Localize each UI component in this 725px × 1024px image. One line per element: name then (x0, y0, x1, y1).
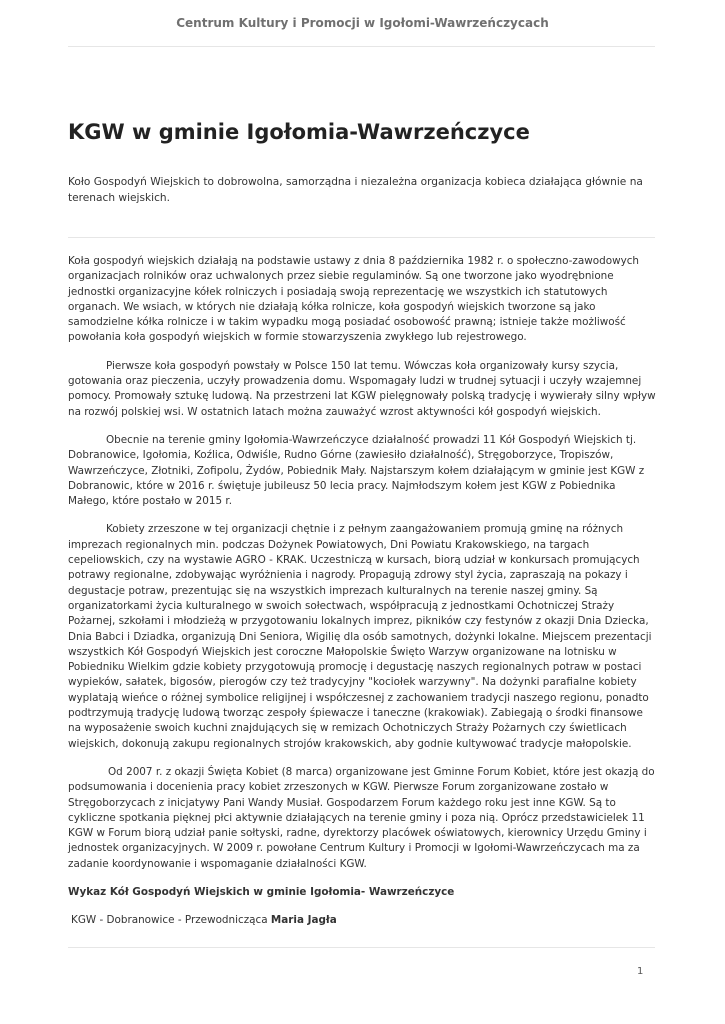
paragraph-women-forum: Od 2007 r. z okazji Święta Kobiet (8 marca) organizowane jest Gminne Forum Kobiet, które jest okazją do podsumowania i docenienia pracy kobiet zrzeszonych w KGW. Pierwsze Forum zorganizowane zostało w Stręgoborzycach z inicjatywy Pani Wandy Musiał. Gospodarzem Forum każdego roku jest inne KGW. Są to cykliczne spotkania pięknej płci aktywnie działających na terenie gminy i poza nią. Oprócz przedstawicielek 11 KGW w Forum biorą udział panie sołtyski, radne, dyrektorzy placówek oświatowych, kierownicy Urzędu Gminy i jednostek organizacyjnych. W 2009 r. powołane Centrum Kultury i Promocji w Igołomi-Wawrzeńczycach ma za zadanie koordynowanie i wspomaganie działalności KGW. (68, 765, 655, 870)
article-intro: Koło Gospodyń Wiejskich to dobrowolna, samorządna i niezależna organizacja kobieca działająca głównie na terenach wiejskich. (68, 176, 643, 204)
paragraph-local-circles: Obecnie na terenie gminy Igołomia-Wawrzeńczyce działalność prowadzi 11 Kół Gospodyń Wiejskich tj. Dobranowice, Igołomia, Koźlica, Odwiśle, Rudno Górne (zawiesiło działalność), Stręgoborzyce, Tropiszów, Wawrzeńczyce, Złotniki, Zofipolu, Żydów, Pobiednik Mały. Najstarszym kołem działającym w gminie jest KGW z Dobranowic, które w 2016 r. świętuje jubileusz 50 lecia pracy. Najmłodszym kołem jest KGW z Pobiednika Małego, które postało w 2015 r. (68, 433, 645, 508)
list-item-leader: Maria Jagła (270, 914, 337, 927)
paragraph-activities: Kobiety zrzeszone w tej organizacji chętnie i z pełnym zaangażowaniem promują gminę na różnych imprezach regionalnych min. podczas Dożynek Powiatowych, Dni Powiatu Krakowskiego, na targach cepeliowskich, czy na wystawie AGRO - KRAK. Uczestniczą w kursach, biorą udział w konkursach promujących potrawy regionalne, zdobywając wyróżnienia i nagrody. Propagują zdrowy styl życia, zapraszają na pokazy i degustacje potraw, prezentując się na wszystkich imprezach kulturalnych na terenie naszej gminy. Są organizatorkami życia kulturalnego w swoich sołectwach, współpracują z jednostkami Ochotniczej Straży Pożarnej, szkołami i młodzieżą w przygotowaniu lokalnych imprez, pikników czy festynów z okazji Dnia Dziecka, Dnia Babci i Dziadka, organizują Dni Seniora, Wigilię dla osób samotnych, dożynki lokalne. Miejscem prezentacji wszystkich Kół Gospodyń Wiejskich jest coroczne Małopolskie Święto Warzyw organizowane na lotnisku w Pobiedniku Wielkim gdzie kobiety przygotowują promocję i degustację naszych regionalnych potraw w postaci wypieków, sałatek, bigosów, pierogów czy też tradycyjny "kociołek warzywny". Na dożynki parafialne kobiety wyplatają wieńce o różnej symbolice religijnej i współczesnej z zachowaniem tradycji naszego regionu, ponadto podtrzymują tradycję ludową tworząc zespoły śpiewacze i taneczne (krakowiak). Zabiegają o środki finansowe na wyposażenie swoich kuchni znajdujących się w remizach Ochotniczych Straży Pożarnych czy świetlicach wiejskich, dokonują zakupu regionalnych strojów krakowskich, aby godnie kultywować tradycje małopolskie. (68, 523, 652, 750)
list-item (68, 913, 658, 928)
site-header: Centrum Kultury i Promocji w Igołomi-Wawrzeńczycach (176, 16, 549, 30)
paragraph-history: Pierwsze koła gospodyń powstały w Polsce 150 lat temu. Wówczas koła organizowały kursy szycia, gotowania oraz pieczenia, uczyły prowadzenia domu. Wspomagały ludzi w trudnej sytuacji i uczyły wzajemnej pomocy. Promowały sztukę ludową. Na przestrzeni lat KGW pielęgnowały polską tradycję i wywierały silny wpływ na rozwój polskiej wsi. W ostatnich latach można zauważyć wzrost aktywności kół gospodyń wiejskich. (68, 359, 656, 418)
article-body (68, 254, 658, 942)
page-title: KGW w gminie Igołomia-Wawrzeńczyce (68, 120, 530, 144)
header-divider (68, 46, 655, 47)
circles-list-title: Wykaz Kół Gospodyń Wiejskich w gminie Igołomia- Wawrzeńczyce (68, 885, 455, 898)
intro-divider (68, 237, 655, 238)
list-item-prefix: KGW - Dobranowice - Przewodnicząca (71, 914, 271, 927)
page-number: 1 (637, 966, 644, 977)
footer-divider (68, 947, 655, 948)
paragraph-legal-basis: Koła gospodyń wiejskich działają na podstawie ustawy z dnia 8 października 1982 r. o społeczno-zawodowych organizacjach rolników oraz uchwalonych przez siebie regulaminów. Są one tworzone jako wyodrębnione jednostki organizacyjne kółek rolniczych i posiadają swoją reprezentację we wszystkich ich statutowych organach. We wsiach, w których nie działają kółka rolnicze, koła gospodyń wiejskich tworzone są jako samodzielne kółka rolnicze i w takim wypadku mogą posiadać osobowość prawną; istnieje także możliwość powołania koła gospodyń wiejskich w formie stowarzyszenia zwykłego lub rejestrowego. (68, 255, 640, 344)
